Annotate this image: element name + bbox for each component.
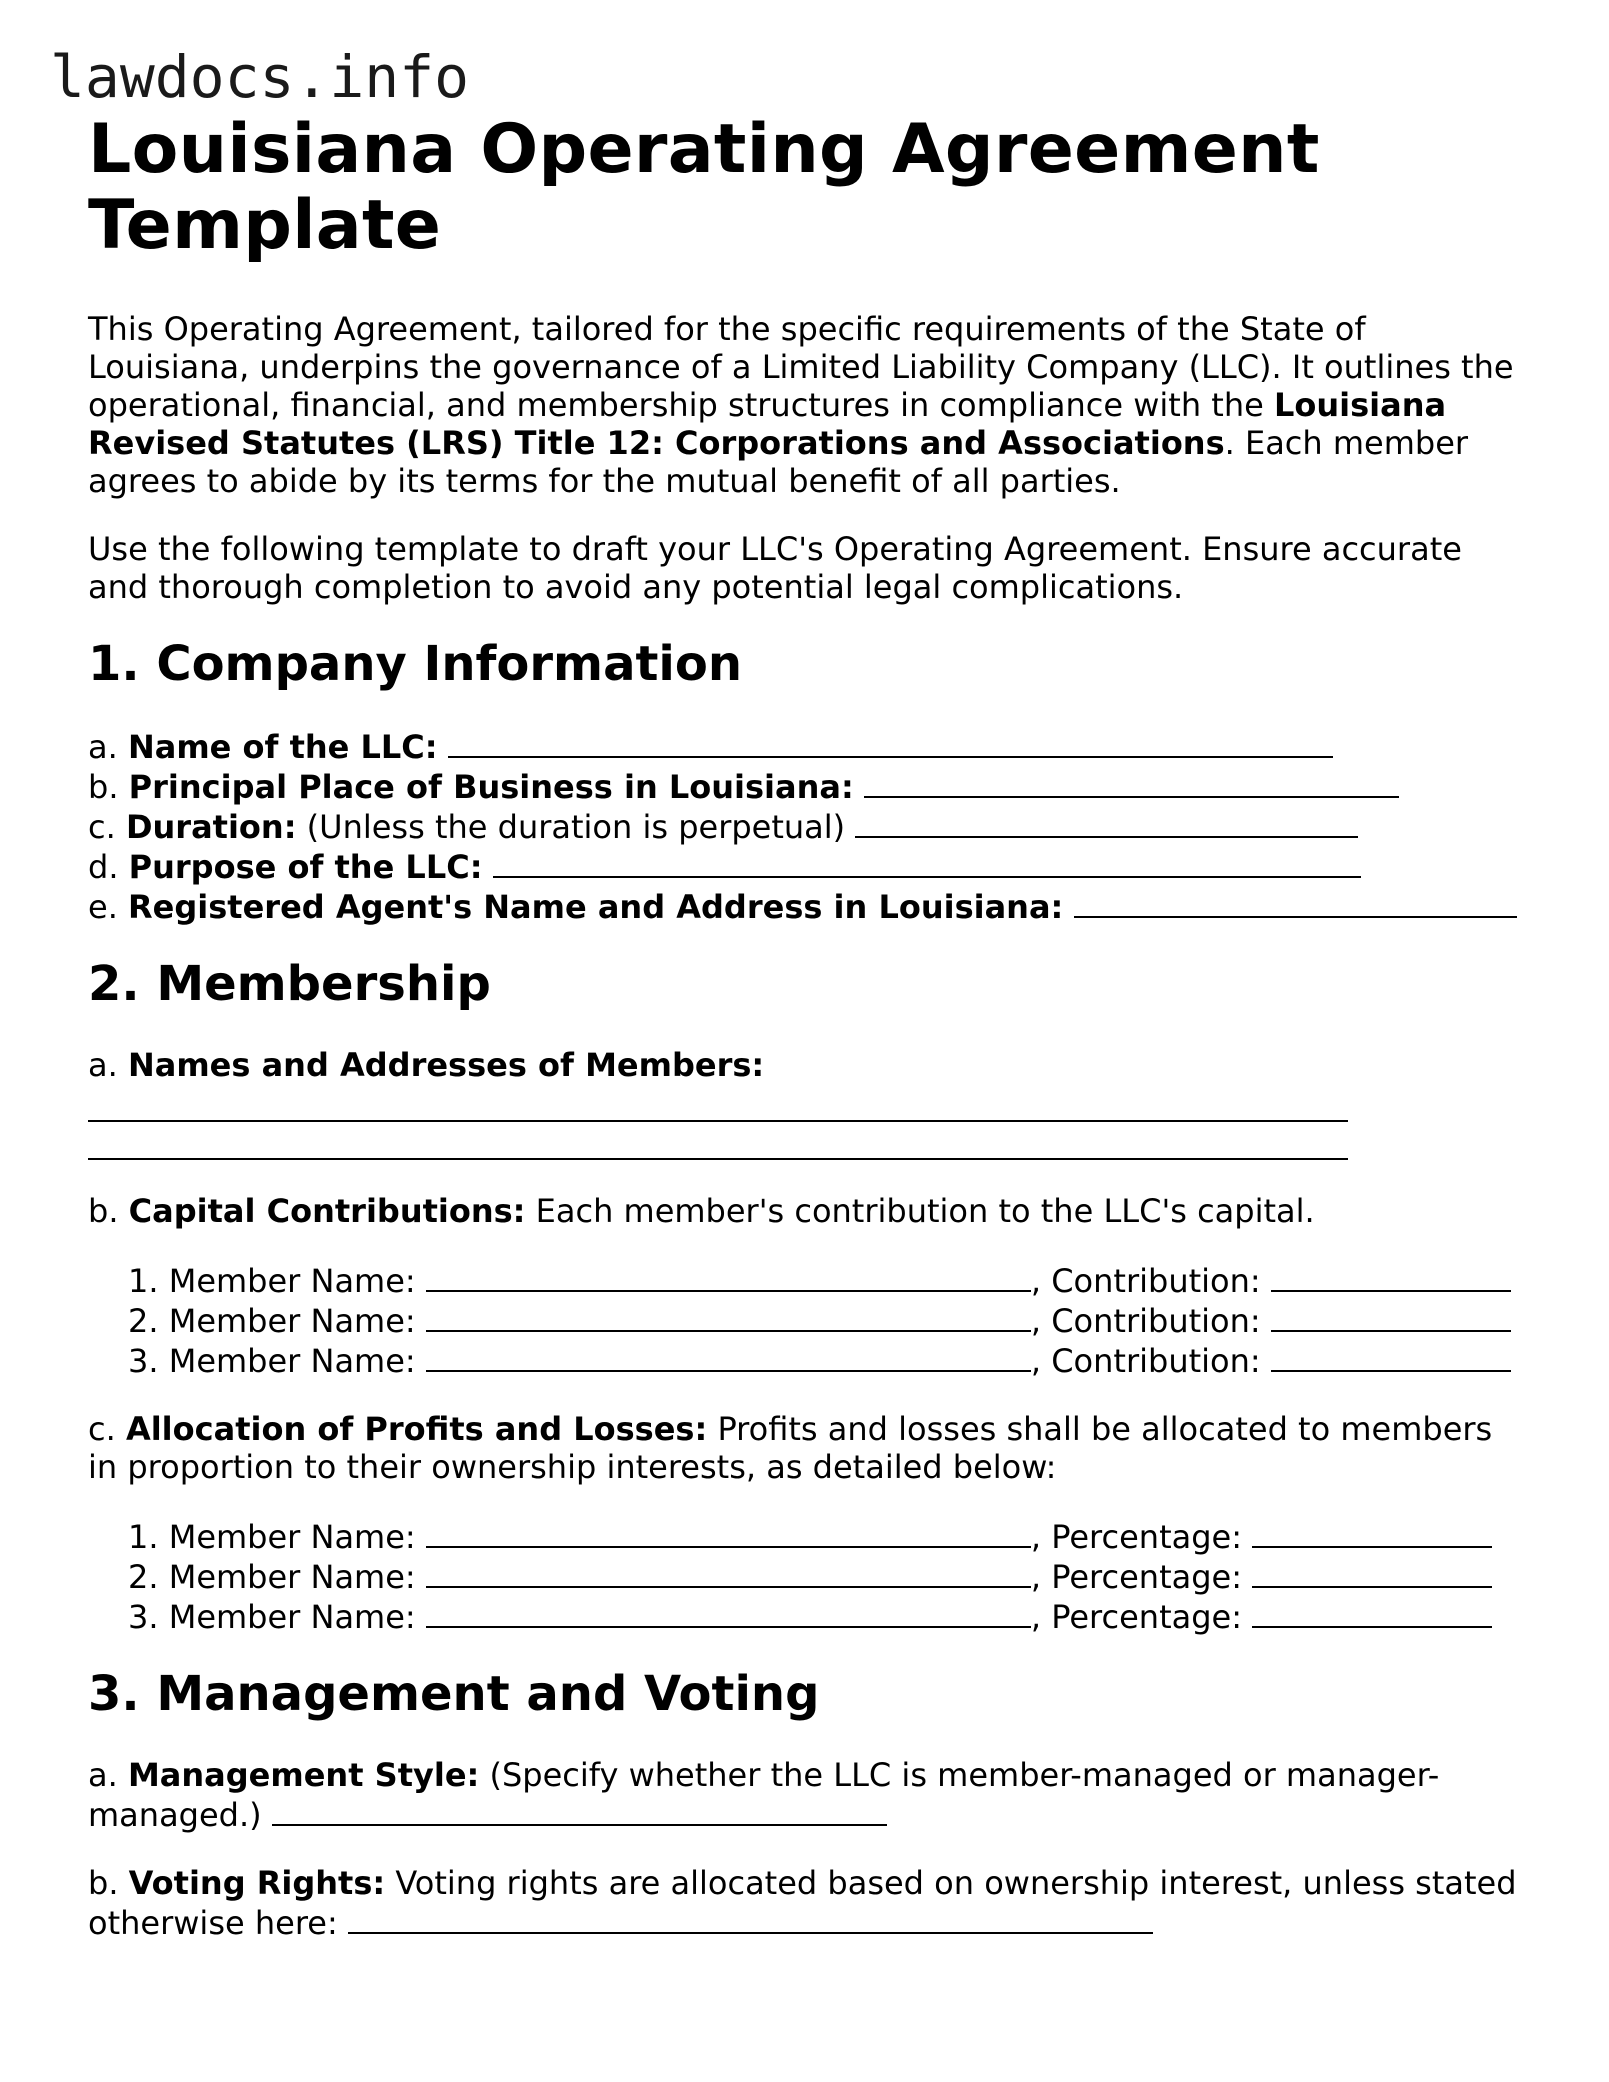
voting-rights-blank[interactable] xyxy=(348,1902,1153,1934)
member-name-blank[interactable] xyxy=(426,1300,1031,1332)
document-page xyxy=(88,112,1528,1972)
management-section xyxy=(88,1756,1528,1942)
page-title xyxy=(88,112,1528,264)
field-principal-place: b. Principal Place of Business in Louisiana: xyxy=(88,766,1528,806)
membership-section xyxy=(88,1046,1528,1636)
site-watermark: lawdocs.info xyxy=(50,43,470,111)
percentages-list xyxy=(88,1516,1528,1636)
intro-section xyxy=(88,310,1528,606)
statute-reference: Louisiana Revised Statutes (LRS) Title 12: Corporations and Associations xyxy=(88,386,1447,462)
list-item: 1. Member Name: , Contribution: xyxy=(128,1260,1528,1300)
percentage-blank[interactable] xyxy=(1252,1556,1492,1588)
section-heading-company-information: 1. Company Information xyxy=(88,636,742,692)
llc-name-blank[interactable] xyxy=(448,726,1333,758)
members-names-label: a. Names and Addresses of Members: xyxy=(88,1046,765,1084)
field-registered-agent: e. Registered Agent's Name and Address in Louisiana: xyxy=(88,886,1528,926)
member-name-blank[interactable] xyxy=(426,1340,1031,1372)
list-item: 2. Member Name: , Contribution: xyxy=(128,1300,1528,1340)
member-name-blank[interactable] xyxy=(426,1596,1031,1628)
intro-paragraph-2: Use the following template to draft your LLC's Operating Agreement. Ensure accurate and thorough completion to avoid any potential legal complications. xyxy=(88,530,1462,606)
section-heading-membership: 2. Membership xyxy=(88,956,491,1012)
company-info-list xyxy=(88,726,1528,926)
percentage-blank[interactable] xyxy=(1252,1596,1492,1628)
members-blank-line-1[interactable] xyxy=(88,1084,1348,1122)
management-style-text: a. Management Style: (Specify whether the LLC is member-managed or manager-managed.) xyxy=(88,1756,1440,1834)
purpose-blank[interactable] xyxy=(493,846,1361,878)
contribution-blank[interactable] xyxy=(1271,1300,1511,1332)
capital-contributions-text: b. Capital Contributions: Each member's contribution to the LLC's capital. xyxy=(88,1192,1315,1230)
title-line-2: Template xyxy=(88,186,442,265)
list-item: 2. Member Name: , Percentage: xyxy=(128,1556,1528,1596)
allocation-text: c. Allocation of Profits and Losses: Profits and losses shall be allocated to members in proportion to their ownership interests, as detailed below: xyxy=(88,1410,1493,1486)
member-name-blank[interactable] xyxy=(426,1516,1031,1548)
principal-place-blank[interactable] xyxy=(864,766,1399,798)
member-name-blank[interactable] xyxy=(426,1260,1031,1292)
section-heading-management-voting: 3. Management and Voting xyxy=(88,1666,820,1722)
field-llc-name: a. Name of the LLC: xyxy=(88,726,1528,766)
member-name-blank[interactable] xyxy=(426,1556,1031,1588)
contribution-blank[interactable] xyxy=(1271,1260,1511,1292)
title-line-1: Louisiana Operating Agreement xyxy=(88,110,1320,189)
field-purpose: d. Purpose of the LLC: xyxy=(88,846,1528,886)
list-item: 1. Member Name: , Percentage: xyxy=(128,1516,1528,1556)
duration-blank[interactable] xyxy=(855,806,1358,838)
contribution-blank[interactable] xyxy=(1271,1340,1511,1372)
percentage-blank[interactable] xyxy=(1252,1516,1492,1548)
voting-rights-text: b. Voting Rights: Voting rights are allocated based on ownership interest, unless stated otherwise here: xyxy=(88,1864,1517,1942)
registered-agent-blank[interactable] xyxy=(1074,886,1517,918)
field-duration: c. Duration: (Unless the duration is perpetual) xyxy=(88,806,1528,846)
list-item: 3. Member Name: , Percentage: xyxy=(128,1596,1528,1636)
contributions-list xyxy=(88,1260,1528,1380)
intro-paragraph-1: This Operating Agreement, tailored for the specific requirements of the State of Louisiana, underpins the governance of a Limited Liability Company (LLC). It outlines the operational, financial, and membership structures in compliance with the Louisiana Revised Statutes (LRS) Title 12: Corporations and Associations. Each member agrees to abide by its terms for the mutual benefit of all parties. xyxy=(88,310,1514,500)
management-style-blank[interactable] xyxy=(272,1794,887,1826)
list-item: 3. Member Name: , Contribution: xyxy=(128,1340,1528,1380)
members-blank-line-2[interactable] xyxy=(88,1122,1348,1160)
